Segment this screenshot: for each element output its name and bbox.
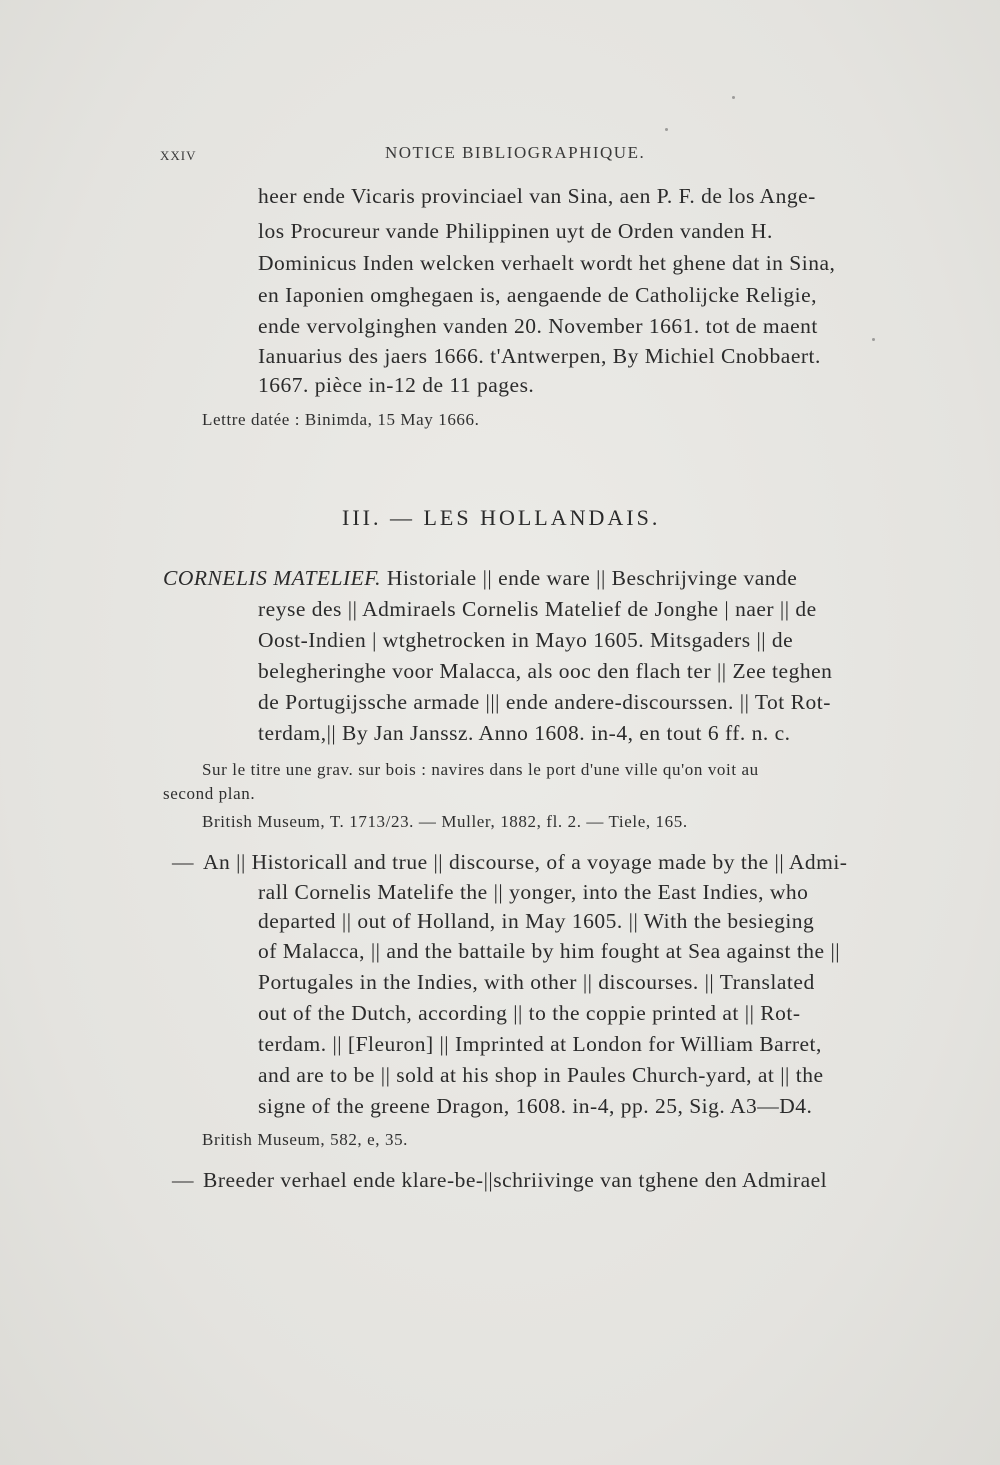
entry-2-note: Sur le titre une grav. sur bois : navires dans le port d'une ville qu'on voit au <box>202 760 759 779</box>
entry-3-line: and are to be || sold at his shop in Paules Church-yard, at || the <box>258 1063 824 1087</box>
entry-4-first-line: Breeder verhael ende klare-be-||schriivinge van tghene den Admirael <box>203 1168 828 1192</box>
entry-2-line: Oost-Indien | wtghetrocken in Mayo 1605. Mitsgaders || de <box>258 628 794 652</box>
entry-3-line: Portugales in the Indies, with other || discourses. || Translated <box>258 970 815 994</box>
entry-2-note: second plan. <box>163 784 256 803</box>
entry-2-author: CORNELIS MATELIEF. <box>163 566 382 590</box>
page-number: XXIV <box>160 148 197 163</box>
entry-1-line: ende vervolginghen vanden 20. November 1661. tot de maent <box>258 314 818 338</box>
entry-1-line: heer ende Vicaris provinciael van Sina, aen P. F. de los Ange- <box>258 184 816 208</box>
entry-1-line: 1667. pièce in-12 de 11 pages. <box>258 373 535 397</box>
entry-3-line: signe of the greene Dragon, 1608. in-4, pp. 25, Sig. A3—D4. <box>258 1094 813 1118</box>
paper-speck <box>665 128 668 131</box>
section-heading: III. — LES HOLLANDAIS. <box>342 505 661 530</box>
paper-speck <box>872 338 875 341</box>
entry-2-line: reyse des || Admiraels Cornelis Matelief de Jonghe | naer || de <box>258 597 817 621</box>
entry-1-note: Lettre datée : Binimda, 15 May 1666. <box>202 410 480 429</box>
entry-3-line: rall Cornelis Matelife the || yonger, into the East Indies, who <box>258 880 809 904</box>
entry-3-dash: — <box>172 850 194 874</box>
entry-1-line: Ianuarius des jaers 1666. t'Antwerpen, By Michiel Cnobbaert. <box>258 344 821 368</box>
entry-1-line: en Iaponien omghegaen is, aengaende de Catholijcke Religie, <box>258 283 818 307</box>
entry-3-line: departed || out of Holland, in May 1605. || With the besieging <box>258 909 815 933</box>
entry-3-line: terdam. || [Fleuron] || Imprinted at London for William Barret, <box>258 1032 822 1056</box>
entry-2-line: belegheringhe voor Malacca, als ooc den flach ter || Zee teghen <box>258 659 833 683</box>
running-title: NOTICE BIBLIOGRAPHIQUE. <box>385 143 646 162</box>
entry-2-references: British Museum, T. 1713/23. — Muller, 1882, fl. 2. — Tiele, 165. <box>202 812 688 831</box>
entry-1-line: Dominicus Inden welcken verhaelt wordt het ghene dat in Sina, <box>258 251 836 275</box>
entry-3-line: of Malacca, || and the battaile by him fought at Sea against the || <box>258 939 841 963</box>
entry-4-dash: — <box>172 1168 194 1192</box>
paper-speck <box>732 96 735 99</box>
entry-2-line: terdam,|| By Jan Janssz. Anno 1608. in-4, en tout 6 ff. n. c. <box>258 721 791 745</box>
entry-2-line: de Portugijssche armade ||| ende andere-discourssen. || Tot Rot- <box>258 690 831 714</box>
entry-3-references: British Museum, 582, e, 35. <box>202 1130 409 1149</box>
entry-2-title-start: Historiale || ende ware || Beschrijvinge vande <box>386 566 798 590</box>
entry-1-line: los Procureur vande Philippinen uyt de Orden vanden H. <box>258 219 773 243</box>
entry-3-line: out of the Dutch, according || to the coppie printed at || Rot- <box>258 1001 801 1025</box>
entry-2-first-line <box>163 566 797 591</box>
entry-3-first-line: An || Historicall and true || discourse, of a voyage made by the || Admi- <box>203 850 848 874</box>
